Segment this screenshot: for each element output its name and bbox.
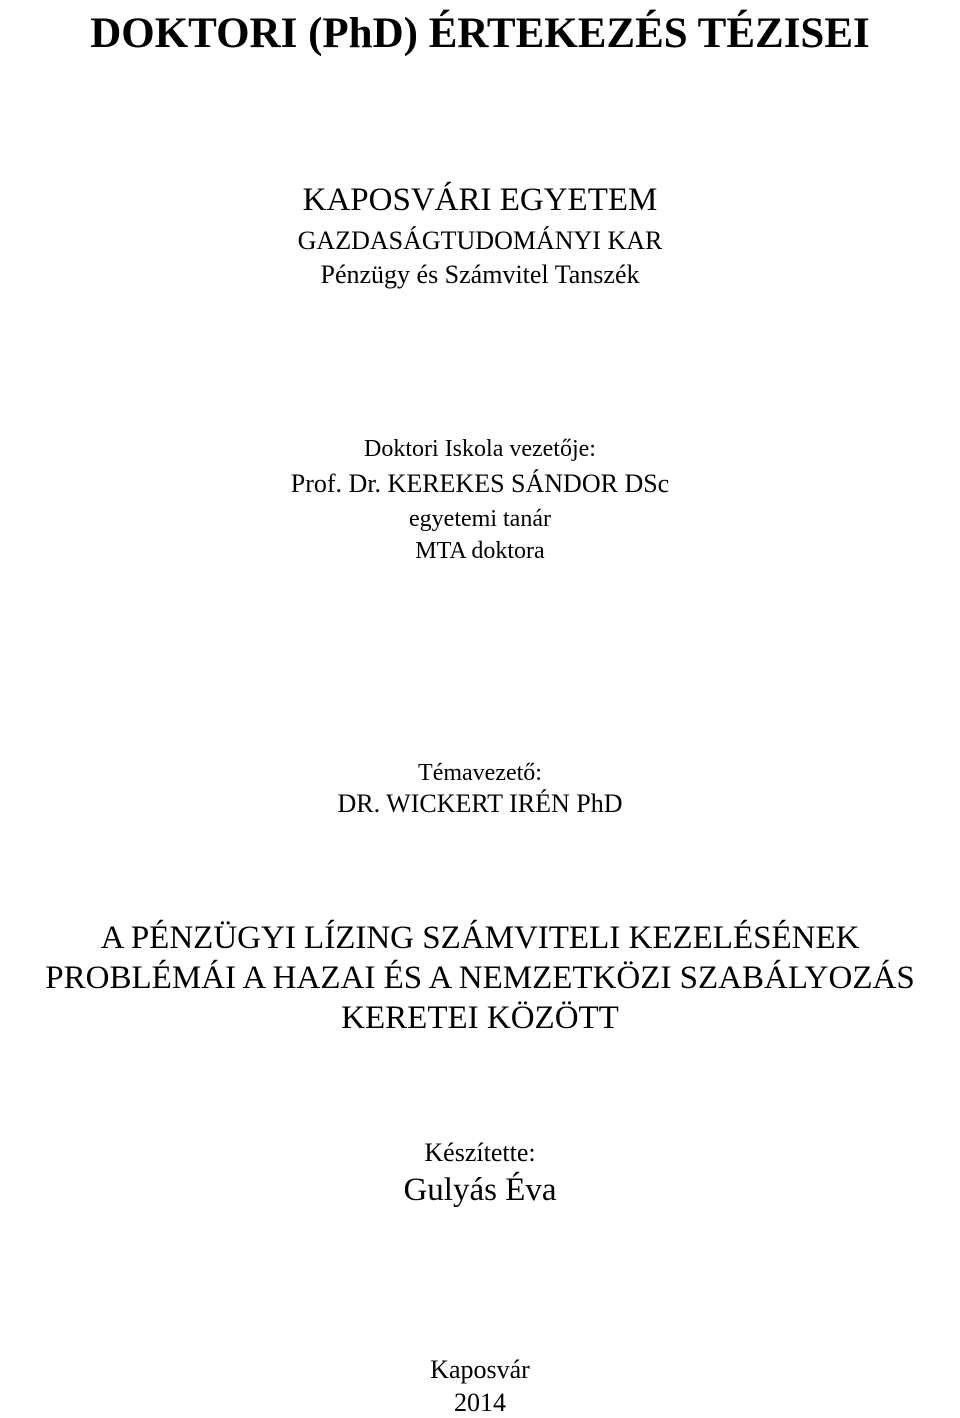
school-head-degree: MTA doktora (415, 538, 545, 564)
school-head-label: Doktori Iskola vezetője: (364, 436, 596, 462)
place: Kaposvár (430, 1355, 530, 1384)
department-name: Pénzügy és Számvitel Tanszék (320, 260, 640, 289)
author-label: Készítette: (424, 1138, 536, 1167)
school-head-position: egyetemi tanár (409, 506, 551, 532)
thesis-title-line-3: KERETEI KÖZÖTT (341, 1000, 619, 1036)
supervisor-name: DR. WICKERT IRÉN PhD (337, 789, 623, 818)
school-head-name: Prof. Dr. KEREKES SÁNDOR DSc (290, 469, 670, 498)
author-name: Gulyás Éva (403, 1172, 557, 1208)
thesis-title-line-1: A PÉNZÜGYI LÍZING SZÁMVITELI KEZELÉSÉNEK (100, 920, 860, 956)
document-title: DOKTORI (PhD) ÉRTEKEZÉS TÉZISEI (90, 10, 870, 57)
university-name: KAPOSVÁRI EGYETEM (302, 182, 658, 218)
supervisor-label: Témavezető: (418, 760, 542, 786)
faculty-name: GAZDASÁGTUDOMÁNYI KAR (297, 226, 663, 255)
thesis-title-line-2: PROBLÉMÁI A HAZAI ÉS A NEMZETKÖZI SZABÁLYOZÁS (45, 960, 915, 996)
year: 2014 (454, 1388, 506, 1417)
